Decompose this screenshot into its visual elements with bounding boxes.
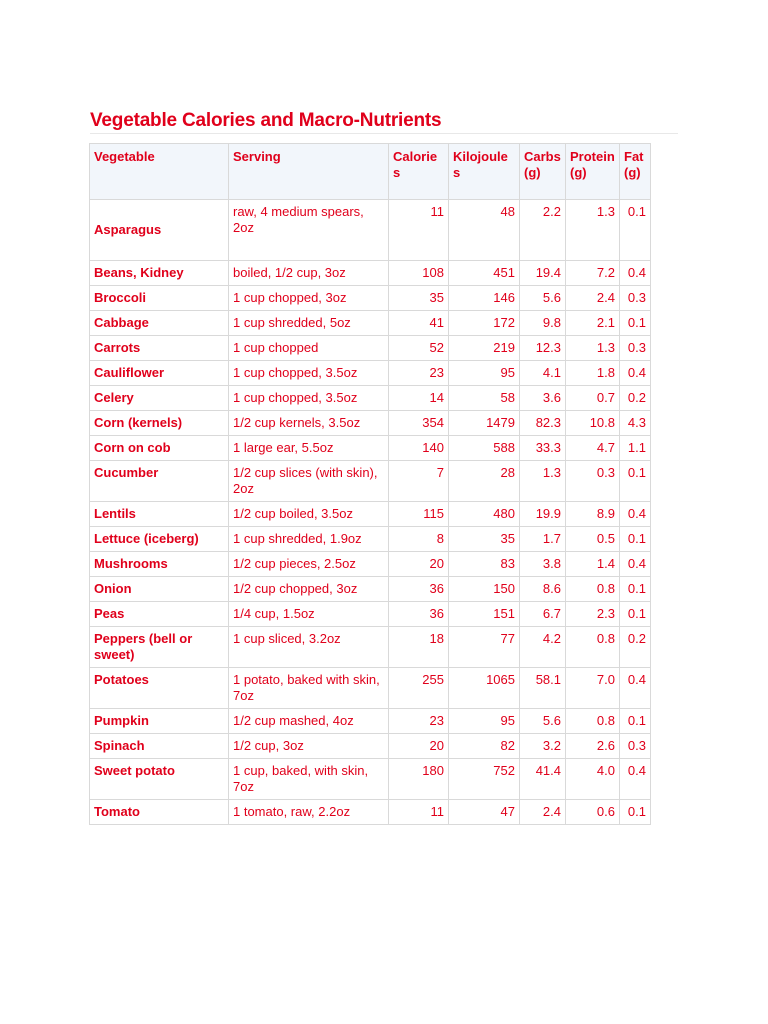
cell-protein: 2.3 [566, 602, 620, 627]
cell-carbs: 3.6 [520, 386, 566, 411]
cell-fat: 0.3 [620, 734, 651, 759]
cell-kilojoules: 588 [449, 436, 520, 461]
cell-vegetable: Peas [90, 602, 229, 627]
cell-protein: 0.8 [566, 577, 620, 602]
table-row [90, 668, 651, 709]
cell-calories: 36 [389, 602, 449, 627]
cell-carbs: 33.3 [520, 436, 566, 461]
cell-carbs: 5.6 [520, 286, 566, 311]
cell-serving: 1/2 cup pieces, 2.5oz [229, 552, 389, 577]
cell-fat: 0.4 [620, 261, 651, 286]
cell-carbs: 1.3 [520, 461, 566, 502]
cell-calories: 23 [389, 361, 449, 386]
cell-serving: 1 cup shredded, 5oz [229, 311, 389, 336]
cell-kilojoules: 1065 [449, 668, 520, 709]
cell-vegetable: Spinach [90, 734, 229, 759]
cell-fat: 1.1 [620, 436, 651, 461]
cell-kilojoules: 83 [449, 552, 520, 577]
cell-calories: 52 [389, 336, 449, 361]
header-calories: Calories [389, 144, 449, 200]
cell-vegetable: Sweet potato [90, 759, 229, 800]
cell-carbs: 1.7 [520, 527, 566, 552]
cell-vegetable: Potatoes [90, 668, 229, 709]
cell-vegetable: Lentils [90, 502, 229, 527]
cell-protein: 2.4 [566, 286, 620, 311]
cell-protein: 8.9 [566, 502, 620, 527]
cell-kilojoules: 451 [449, 261, 520, 286]
cell-protein: 7.0 [566, 668, 620, 709]
cell-vegetable: Carrots [90, 336, 229, 361]
cell-fat: 0.3 [620, 286, 651, 311]
cell-fat: 4.3 [620, 411, 651, 436]
cell-fat: 0.1 [620, 800, 651, 825]
cell-protein: 1.4 [566, 552, 620, 577]
cell-calories: 36 [389, 577, 449, 602]
cell-calories: 255 [389, 668, 449, 709]
table-row [90, 734, 651, 759]
cell-fat: 0.1 [620, 709, 651, 734]
cell-vegetable: Mushrooms [90, 552, 229, 577]
cell-protein: 2.6 [566, 734, 620, 759]
cell-kilojoules: 77 [449, 627, 520, 668]
cell-serving: boiled, 1/2 cup, 3oz [229, 261, 389, 286]
cell-carbs: 8.6 [520, 577, 566, 602]
cell-vegetable: Tomato [90, 800, 229, 825]
cell-fat: 0.2 [620, 386, 651, 411]
cell-carbs: 58.1 [520, 668, 566, 709]
cell-fat: 0.2 [620, 627, 651, 668]
table-body [90, 200, 651, 825]
cell-serving: 1 cup sliced, 3.2oz [229, 627, 389, 668]
cell-kilojoules: 35 [449, 527, 520, 552]
cell-protein: 0.8 [566, 709, 620, 734]
table-row [90, 602, 651, 627]
cell-vegetable: Corn on cob [90, 436, 229, 461]
cell-serving: 1 cup shredded, 1.9oz [229, 527, 389, 552]
nutrition-table [89, 143, 651, 825]
cell-calories: 140 [389, 436, 449, 461]
cell-calories: 7 [389, 461, 449, 502]
cell-calories: 354 [389, 411, 449, 436]
cell-fat: 0.4 [620, 759, 651, 800]
header-fat: Fat (g) [620, 144, 651, 200]
cell-kilojoules: 1479 [449, 411, 520, 436]
cell-vegetable: Cauliflower [90, 361, 229, 386]
cell-carbs: 9.8 [520, 311, 566, 336]
cell-protein: 1.3 [566, 336, 620, 361]
cell-serving: 1/2 cup, 3oz [229, 734, 389, 759]
header-serving: Serving [229, 144, 389, 200]
cell-calories: 14 [389, 386, 449, 411]
cell-fat: 0.4 [620, 502, 651, 527]
cell-protein: 4.0 [566, 759, 620, 800]
cell-protein: 10.8 [566, 411, 620, 436]
cell-carbs: 2.4 [520, 800, 566, 825]
cell-protein: 7.2 [566, 261, 620, 286]
cell-serving: 1 cup chopped [229, 336, 389, 361]
cell-serving: raw, 4 medium spears, 2oz [229, 200, 389, 261]
cell-protein: 0.3 [566, 461, 620, 502]
table-row [90, 709, 651, 734]
cell-serving: 1 large ear, 5.5oz [229, 436, 389, 461]
cell-calories: 20 [389, 552, 449, 577]
table-row [90, 527, 651, 552]
cell-fat: 0.1 [620, 577, 651, 602]
cell-serving: 1/2 cup chopped, 3oz [229, 577, 389, 602]
cell-calories: 8 [389, 527, 449, 552]
cell-calories: 23 [389, 709, 449, 734]
cell-serving: 1 tomato, raw, 2.2oz [229, 800, 389, 825]
table-row [90, 436, 651, 461]
cell-carbs: 19.9 [520, 502, 566, 527]
cell-fat: 0.1 [620, 311, 651, 336]
cell-carbs: 4.2 [520, 627, 566, 668]
table-row [90, 261, 651, 286]
cell-calories: 115 [389, 502, 449, 527]
cell-fat: 0.4 [620, 668, 651, 709]
cell-fat: 0.1 [620, 200, 651, 261]
cell-kilojoules: 172 [449, 311, 520, 336]
cell-serving: 1/4 cup, 1.5oz [229, 602, 389, 627]
cell-kilojoules: 95 [449, 709, 520, 734]
table-row [90, 200, 651, 261]
cell-fat: 0.3 [620, 336, 651, 361]
table-row [90, 386, 651, 411]
table-row [90, 336, 651, 361]
cell-kilojoules: 95 [449, 361, 520, 386]
cell-calories: 35 [389, 286, 449, 311]
cell-kilojoules: 58 [449, 386, 520, 411]
cell-carbs: 12.3 [520, 336, 566, 361]
cell-carbs: 3.2 [520, 734, 566, 759]
cell-serving: 1/2 cup mashed, 4oz [229, 709, 389, 734]
cell-carbs: 82.3 [520, 411, 566, 436]
header-protein: Protein (g) [566, 144, 620, 200]
cell-vegetable: Cucumber [90, 461, 229, 502]
cell-carbs: 41.4 [520, 759, 566, 800]
cell-serving: 1 cup, baked, with skin, 7oz [229, 759, 389, 800]
cell-protein: 0.5 [566, 527, 620, 552]
cell-protein: 0.6 [566, 800, 620, 825]
cell-protein: 1.3 [566, 200, 620, 261]
header-kilojoules: Kilojoules [449, 144, 520, 200]
cell-kilojoules: 150 [449, 577, 520, 602]
cell-calories: 20 [389, 734, 449, 759]
table-row [90, 411, 651, 436]
cell-protein: 0.7 [566, 386, 620, 411]
cell-vegetable: Corn (kernels) [90, 411, 229, 436]
table-row [90, 552, 651, 577]
cell-kilojoules: 28 [449, 461, 520, 502]
cell-vegetable: Cabbage [90, 311, 229, 336]
cell-vegetable: Asparagus [90, 200, 229, 261]
cell-carbs: 4.1 [520, 361, 566, 386]
table-row [90, 627, 651, 668]
cell-protein: 0.8 [566, 627, 620, 668]
cell-fat: 0.1 [620, 602, 651, 627]
cell-protein: 1.8 [566, 361, 620, 386]
cell-serving: 1 potato, baked with skin, 7oz [229, 668, 389, 709]
table-row [90, 502, 651, 527]
cell-kilojoules: 752 [449, 759, 520, 800]
cell-kilojoules: 146 [449, 286, 520, 311]
cell-kilojoules: 480 [449, 502, 520, 527]
cell-protein: 4.7 [566, 436, 620, 461]
cell-vegetable: Peppers (bell or sweet) [90, 627, 229, 668]
table-row [90, 311, 651, 336]
cell-calories: 11 [389, 200, 449, 261]
cell-kilojoules: 219 [449, 336, 520, 361]
header-vegetable: Vegetable [90, 144, 229, 200]
cell-fat: 0.1 [620, 527, 651, 552]
cell-kilojoules: 47 [449, 800, 520, 825]
cell-vegetable: Beans, Kidney [90, 261, 229, 286]
cell-calories: 11 [389, 800, 449, 825]
cell-kilojoules: 48 [449, 200, 520, 261]
page-title: Vegetable Calories and Macro-Nutrients [90, 110, 442, 131]
table-row [90, 577, 651, 602]
cell-vegetable: Lettuce (iceberg) [90, 527, 229, 552]
cell-kilojoules: 82 [449, 734, 520, 759]
table-header-row [90, 144, 651, 200]
cell-vegetable: Broccoli [90, 286, 229, 311]
cell-serving: 1/2 cup boiled, 3.5oz [229, 502, 389, 527]
cell-calories: 41 [389, 311, 449, 336]
cell-serving: 1 cup chopped, 3.5oz [229, 386, 389, 411]
cell-carbs: 6.7 [520, 602, 566, 627]
table-row [90, 800, 651, 825]
cell-vegetable: Onion [90, 577, 229, 602]
cell-fat: 0.4 [620, 552, 651, 577]
cell-calories: 18 [389, 627, 449, 668]
cell-calories: 108 [389, 261, 449, 286]
cell-serving: 1/2 cup slices (with skin), 2oz [229, 461, 389, 502]
header-carbs: Carbs (g) [520, 144, 566, 200]
cell-carbs: 5.6 [520, 709, 566, 734]
table-row [90, 759, 651, 800]
cell-protein: 2.1 [566, 311, 620, 336]
cell-serving: 1/2 cup kernels, 3.5oz [229, 411, 389, 436]
table-row [90, 461, 651, 502]
title-divider [90, 133, 678, 134]
table-row [90, 361, 651, 386]
cell-fat: 0.4 [620, 361, 651, 386]
table-row [90, 286, 651, 311]
cell-vegetable: Celery [90, 386, 229, 411]
cell-calories: 180 [389, 759, 449, 800]
cell-fat: 0.1 [620, 461, 651, 502]
cell-carbs: 3.8 [520, 552, 566, 577]
cell-carbs: 2.2 [520, 200, 566, 261]
cell-kilojoules: 151 [449, 602, 520, 627]
cell-vegetable: Pumpkin [90, 709, 229, 734]
cell-serving: 1 cup chopped, 3oz [229, 286, 389, 311]
cell-carbs: 19.4 [520, 261, 566, 286]
cell-serving: 1 cup chopped, 3.5oz [229, 361, 389, 386]
